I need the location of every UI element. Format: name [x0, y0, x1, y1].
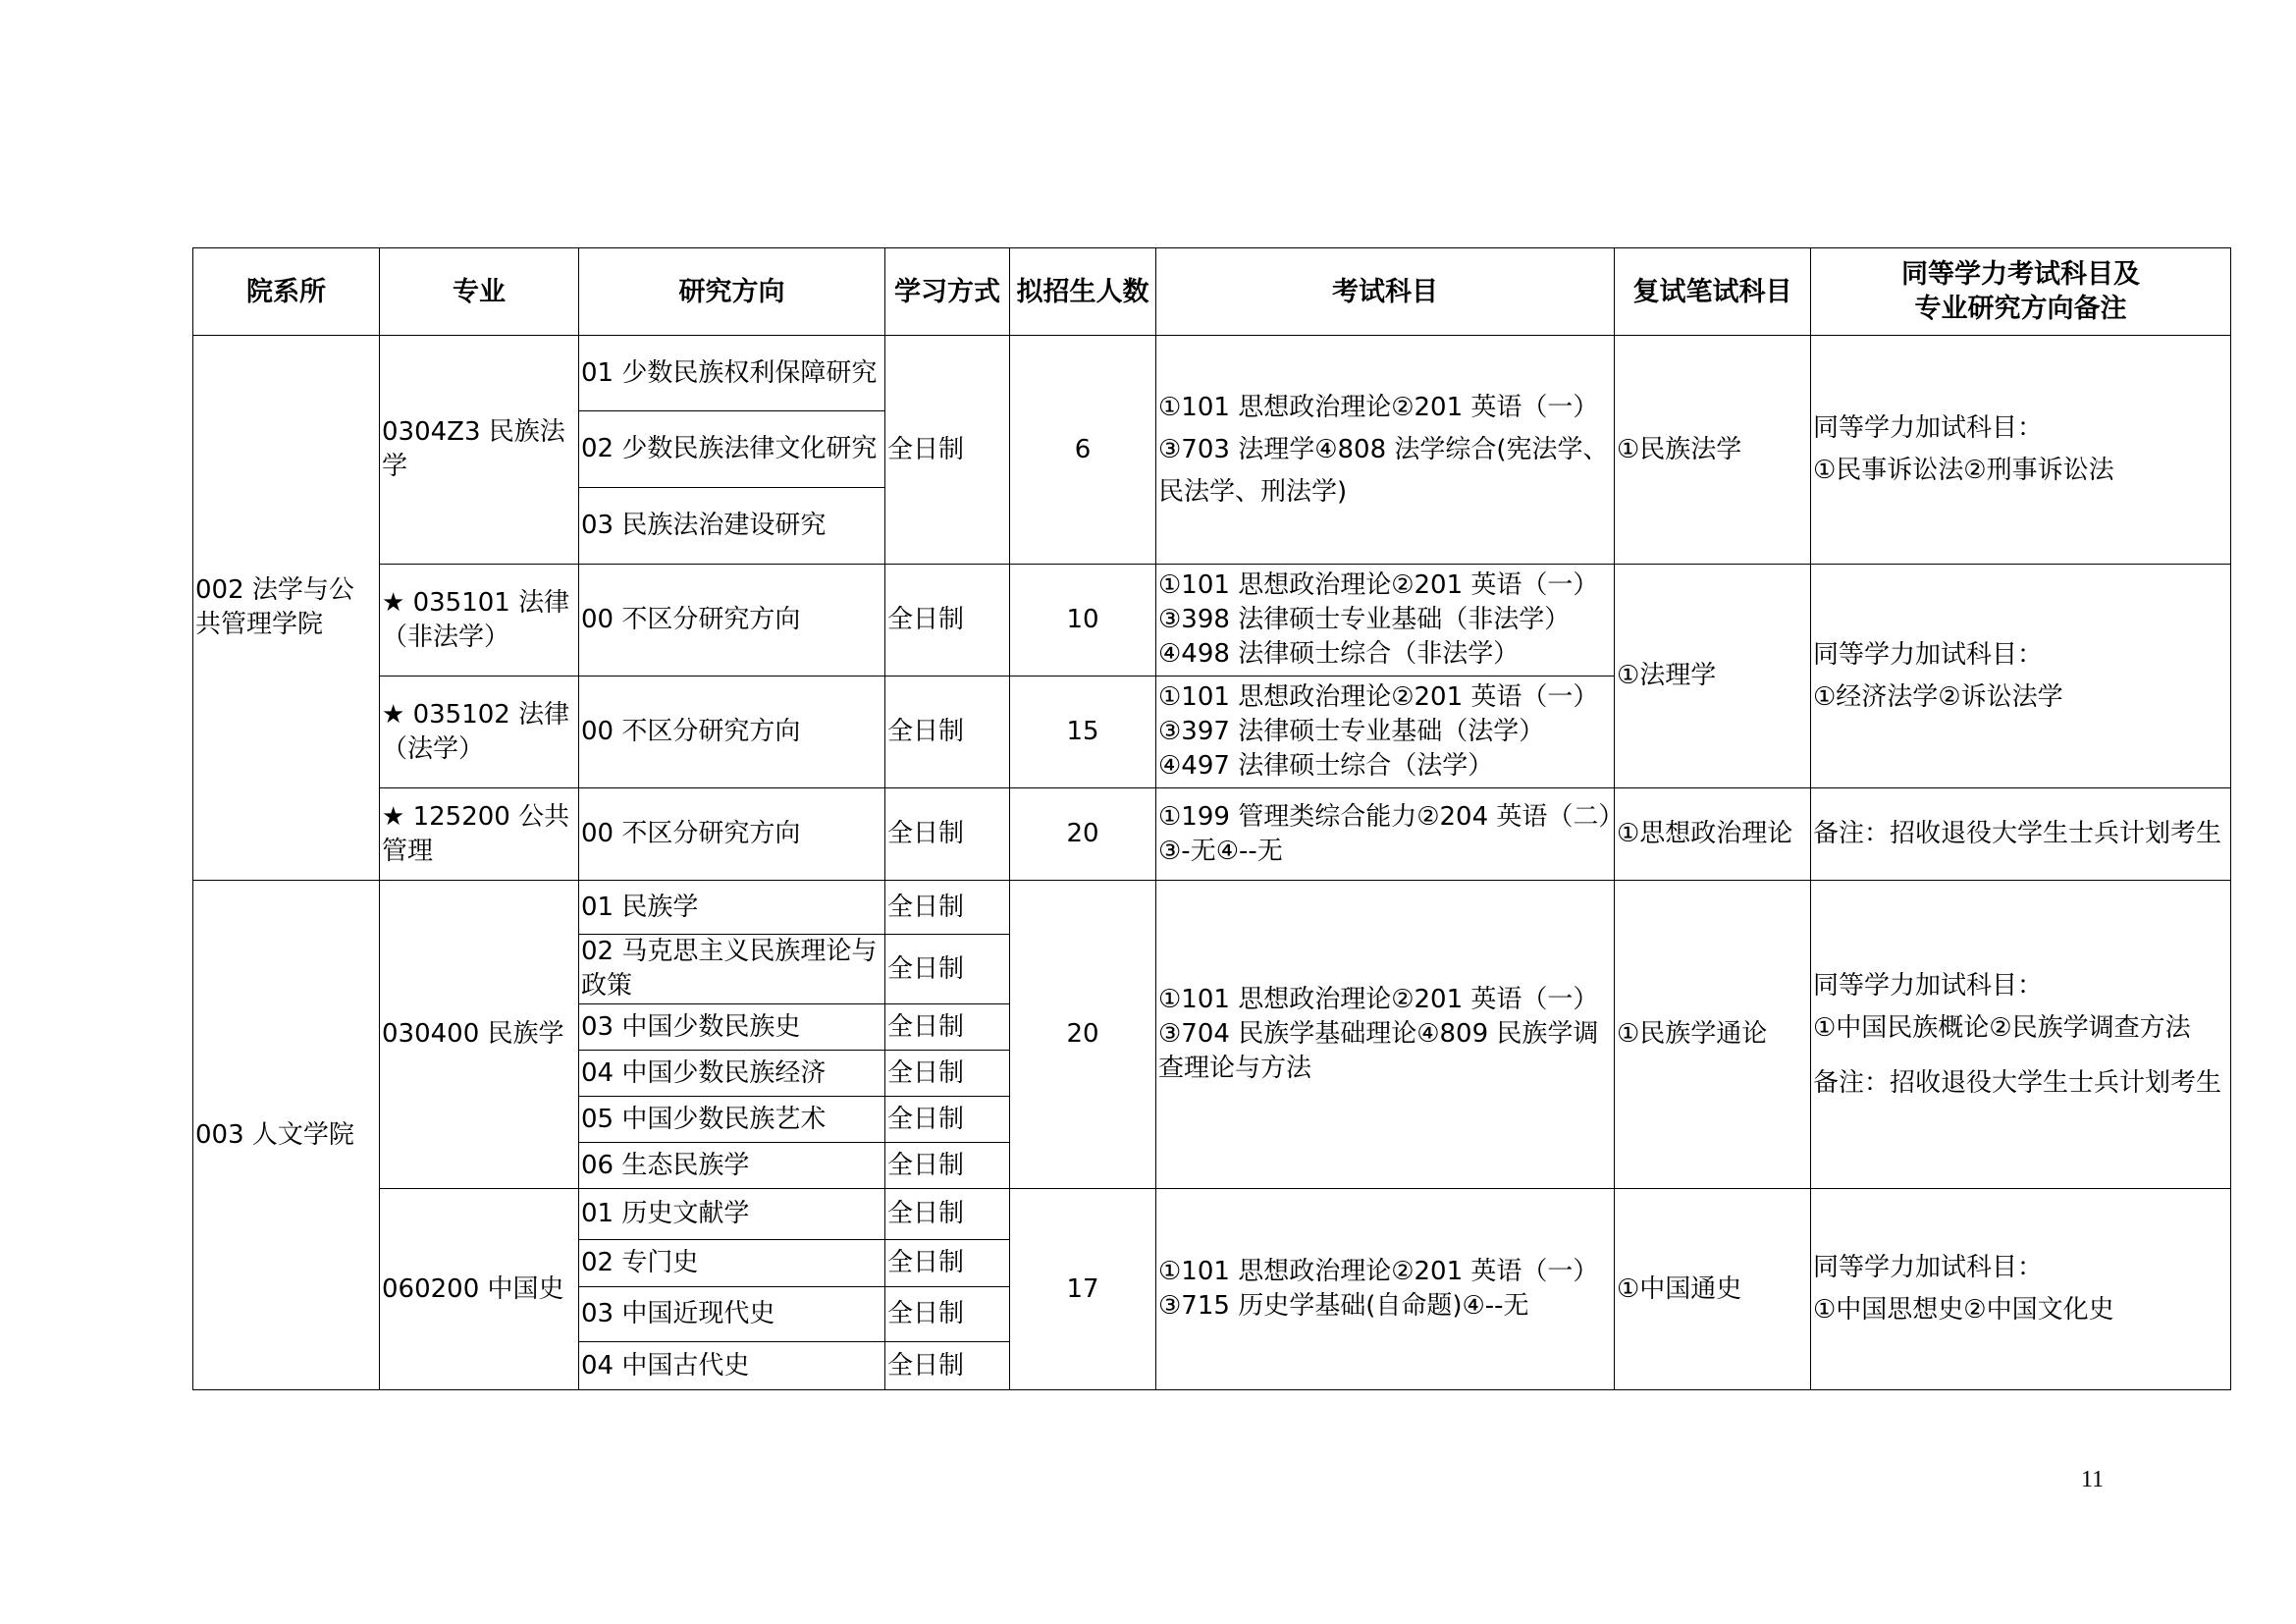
header-mode: 学习方式	[885, 248, 1010, 336]
count-cell: 20	[1010, 881, 1156, 1189]
count-cell: 20	[1010, 788, 1156, 881]
note-cell: 备注：招收退役大学生士兵计划考生	[1811, 788, 2231, 881]
header-count: 拟招生人数	[1010, 248, 1156, 336]
note-cell: 同等学力加试科目： ①民事诉讼法②刑事诉讼法	[1811, 336, 2231, 565]
direction-cell: 03 中国近现代史	[579, 1287, 885, 1342]
mode-cell: 全日制	[885, 1342, 1010, 1390]
note-cell	[1811, 881, 2231, 1189]
direction-cell: 00 不区分研究方向	[579, 788, 885, 881]
mode-cell: 全日制	[885, 336, 1010, 565]
major-cell: ★ 035102 法律（法学）	[380, 677, 579, 788]
exam-cell: ①101 思想政治理论②201 英语（一）③704 民族学基础理论④809 民族学调查理论与方法	[1156, 881, 1615, 1189]
header-major: 专业	[380, 248, 579, 336]
major-cell: ★ 125200 公共管理	[380, 788, 579, 881]
exam-cell: ①101 思想政治理论②201 英语（一）③715 历史学基础(自命题)④--无	[1156, 1189, 1615, 1390]
direction-cell: 00 不区分研究方向	[579, 677, 885, 788]
table-row	[193, 565, 2231, 677]
direction-cell: 01 民族学	[579, 881, 885, 935]
table-row	[193, 336, 2231, 411]
count-cell: 15	[1010, 677, 1156, 788]
header-retest: 复试笔试科目	[1615, 248, 1811, 336]
header-dept: 院系所	[193, 248, 380, 336]
header-direction: 研究方向	[579, 248, 885, 336]
direction-cell: 03 中国少数民族史	[579, 1004, 885, 1051]
header-note: 同等学力考试科目及 专业研究方向备注	[1811, 248, 2231, 336]
major-cell: ★ 035101 法律（非法学）	[380, 565, 579, 677]
note-cell: 同等学力加试科目： ①经济法学②诉讼法学	[1811, 565, 2231, 788]
direction-cell: 03 民族法治建设研究	[579, 488, 885, 565]
major-cell: 030400 民族学	[380, 881, 579, 1189]
count-cell: 17	[1010, 1189, 1156, 1390]
table-row	[193, 881, 2231, 935]
direction-cell: 02 少数民族法律文化研究	[579, 411, 885, 488]
retest-cell: ①民族学通论	[1615, 881, 1811, 1189]
direction-cell: 01 历史文献学	[579, 1189, 885, 1240]
direction-cell: 02 马克思主义民族理论与政策	[579, 935, 885, 1004]
mode-cell: 全日制	[885, 1143, 1010, 1189]
retest-cell: ①中国通史	[1615, 1189, 1811, 1390]
mode-cell: 全日制	[885, 1189, 1010, 1240]
mode-cell: 全日制	[885, 565, 1010, 677]
exam-cell: ①199 管理类综合能力②204 英语（二）③-无④--无	[1156, 788, 1615, 881]
major-cell: 0304Z3 民族法学	[380, 336, 579, 565]
mode-cell: 全日制	[885, 935, 1010, 1004]
header-exam: 考试科目	[1156, 248, 1615, 336]
mode-cell: 全日制	[885, 788, 1010, 881]
direction-cell: 06 生态民族学	[579, 1143, 885, 1189]
direction-cell: 00 不区分研究方向	[579, 565, 885, 677]
dept-cell: 002 法学与公共管理学院	[193, 336, 380, 881]
mode-cell: 全日制	[885, 1051, 1010, 1097]
count-cell: 6	[1010, 336, 1156, 565]
mode-cell: 全日制	[885, 1287, 1010, 1342]
table-row	[193, 788, 2231, 881]
mode-cell: 全日制	[885, 677, 1010, 788]
count-cell: 10	[1010, 565, 1156, 677]
note-text-2: 备注：招收退役大学生士兵计划考生	[1813, 1067, 2222, 1098]
note-text: 同等学力加试科目： ①中国民族概论②民族学调查方法	[1813, 970, 2191, 1043]
retest-cell: ①思想政治理论	[1615, 788, 1811, 881]
exam-cell: ①101 思想政治理论②201 英语（一） ③703 法理学④808 法学综合(宪法学、民法学、刑法学)	[1156, 336, 1615, 565]
direction-cell: 04 中国古代史	[579, 1342, 885, 1390]
direction-cell: 01 少数民族权利保障研究	[579, 336, 885, 411]
mode-cell: 全日制	[885, 1097, 1010, 1143]
major-cell: 060200 中国史	[380, 1189, 579, 1390]
note-cell: 同等学力加试科目： ①中国思想史②中国文化史	[1811, 1189, 2231, 1390]
direction-cell: 04 中国少数民族经济	[579, 1051, 885, 1097]
mode-cell: 全日制	[885, 1004, 1010, 1051]
header-row	[193, 248, 2231, 336]
direction-cell: 05 中国少数民族艺术	[579, 1097, 885, 1143]
retest-cell: ①民族法学	[1615, 336, 1811, 565]
direction-cell: 02 专门史	[579, 1240, 885, 1287]
mode-cell: 全日制	[885, 881, 1010, 935]
mode-cell: 全日制	[885, 1240, 1010, 1287]
dept-cell: 003 人文学院	[193, 881, 380, 1390]
page-number: 11	[2081, 1467, 2105, 1492]
exam-cell: ①101 思想政治理论②201 英语（一）③397 法律硕士专业基础（法学）④497 法律硕士综合（法学）	[1156, 677, 1615, 788]
exam-cell: ①101 思想政治理论②201 英语（一）③398 法律硕士专业基础（非法学）④498 法律硕士综合（非法学）	[1156, 565, 1615, 677]
retest-cell: ①法理学	[1615, 565, 1811, 788]
table-row	[193, 1189, 2231, 1240]
enrollment-table	[192, 247, 2231, 1390]
